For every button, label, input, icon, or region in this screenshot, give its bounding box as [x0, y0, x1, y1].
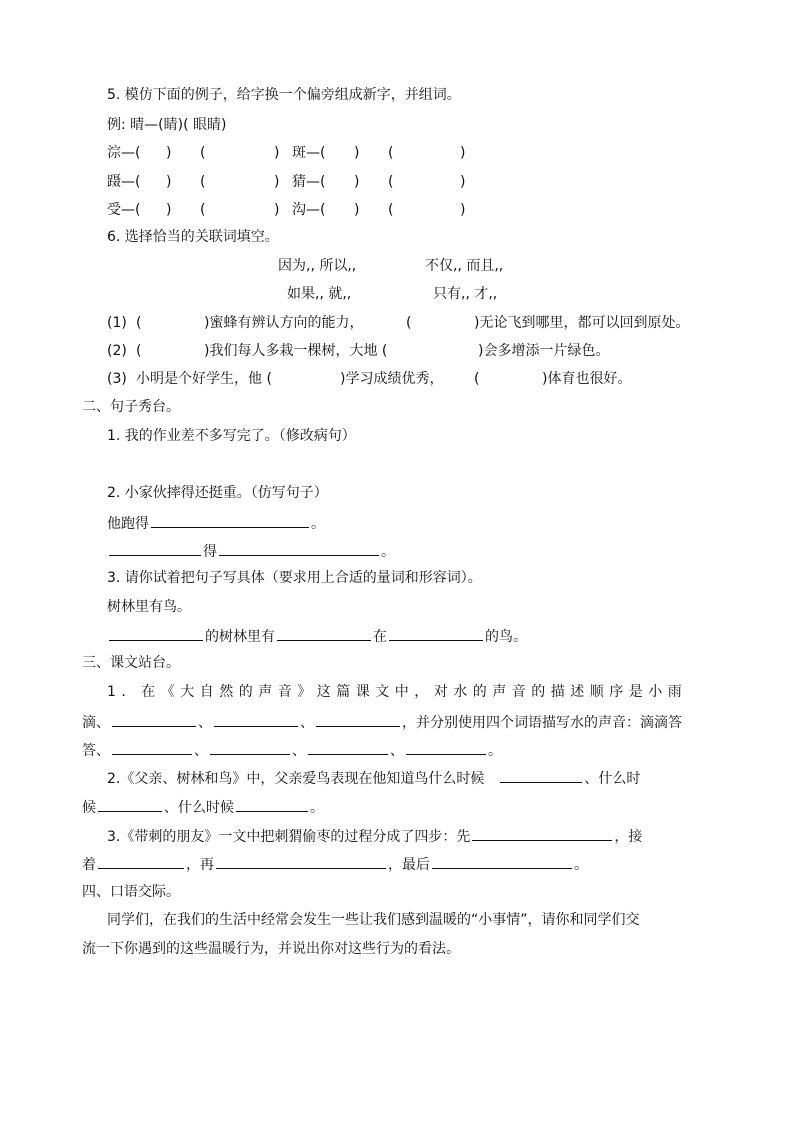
paren-open: ( — [200, 145, 206, 161]
fill-text: 着 — [82, 857, 96, 873]
answer-blank[interactable] — [277, 626, 371, 641]
s2-question-2: 2. 小家伙摔得还挺重。（仿写句子） — [107, 485, 328, 501]
q6-item-text: )学习成绩优秀， — [340, 371, 444, 387]
s3-p3-line2 — [82, 854, 588, 874]
section-3-heading: 三、课文站台。 — [82, 655, 180, 671]
answer-blank[interactable] — [308, 740, 388, 755]
fill-text: 3.《带刺的朋友》一文中把刺猬偷枣的过程分成了四步：先 — [107, 829, 471, 845]
q5-row-left: 蹑—( — [107, 174, 141, 190]
q5-example: 例: 晴—(睛)( 眼睛) — [107, 117, 227, 133]
fill-text: 的鸟。 — [485, 629, 527, 645]
fill-text: 候 — [82, 800, 96, 816]
paren-close: ) — [460, 145, 466, 161]
q6-item-text: )体育也很好。 — [542, 371, 632, 387]
s2-fill-line-1 — [107, 513, 325, 533]
s4-paragraph-line2: 流一下你遇到的这些温暖行为，并说出你对这些行为的看法。 — [82, 941, 460, 957]
s2-fill-line-2 — [107, 541, 395, 561]
answer-blank[interactable] — [500, 768, 582, 783]
q6-option: 如果,, 就,, — [287, 286, 352, 302]
q6-option: 只有,, 才,, — [433, 286, 498, 302]
s3-p1-line2 — [82, 712, 682, 732]
fill-text: 。 — [311, 516, 325, 532]
fill-text: ，并分别使用四个词语描写水的声音：滴滴答 — [402, 715, 682, 731]
paren-close: ) — [354, 174, 360, 190]
s2-fill-line-3 — [107, 626, 527, 646]
s2-original-sentence: 树林里有鸟。 — [107, 599, 191, 615]
q5-row-left: 受—( — [107, 202, 141, 218]
q6-item-text: )蜜蜂有辨认方向的能力， — [204, 315, 364, 331]
s3-p2-line2 — [82, 797, 324, 817]
s3-p1-line3 — [82, 740, 502, 760]
q6-item-number: (1) — [107, 315, 127, 331]
q6-option: 不仅,, 而且,, — [425, 258, 504, 274]
paren-close: ) — [274, 202, 280, 218]
fill-text: 。 — [574, 857, 588, 873]
fill-text: 他跑得 — [107, 516, 149, 532]
q6-title: 6. 选择恰当的关联词填空。 — [107, 229, 279, 245]
paren-open: ( — [388, 202, 394, 218]
q6-item-text: )会多增添一片绿色。 — [478, 343, 610, 359]
q6-item-number: (2) — [107, 343, 127, 359]
fill-text: 2.《父亲、树林和鸟》中，父亲爱鸟表现在他知道鸟什么时候 — [107, 771, 485, 787]
fill-text: 、什么时候 — [164, 800, 234, 816]
fill-text: 。 — [488, 743, 502, 759]
answer-blank[interactable] — [112, 712, 196, 727]
paren-close: ) — [460, 174, 466, 190]
answer-blank[interactable] — [109, 626, 203, 641]
fill-text: 滴、 — [82, 715, 110, 731]
q5-title: 5. 模仿下面的例子，给字换一个偏旁组成新字，并组词。 — [107, 87, 461, 103]
paren-open: ( — [200, 202, 206, 218]
paren-close: ) — [354, 145, 360, 161]
fill-text: ，接 — [614, 829, 643, 845]
fill-text: 答、 — [82, 743, 110, 759]
fill-text: ，最后 — [388, 857, 430, 873]
q5-row-right: 猜—( — [292, 174, 326, 190]
s2-question-1: 1. 我的作业差不多写完了。（修改病句） — [107, 428, 356, 444]
s3-p3-line1 — [107, 826, 642, 846]
q5-row-right: 沟—( — [292, 202, 326, 218]
q5-row-left: 淙—( — [107, 145, 141, 161]
s2-question-3: 3. 请你试着把句子写具体（要求用上合适的量词和形容词）。 — [107, 570, 482, 586]
paren-close: ) — [460, 202, 466, 218]
fill-text: 、 — [292, 743, 306, 759]
answer-blank[interactable] — [109, 541, 201, 556]
fill-text: 、 — [194, 743, 208, 759]
q6-item-text: 小明是个好学生，他 ( — [136, 371, 272, 387]
q5-row-right: 斑—( — [292, 145, 326, 161]
q6-item-text: ( — [136, 315, 142, 331]
fill-text: 、什么时 — [584, 771, 641, 787]
answer-blank[interactable] — [210, 740, 290, 755]
answer-blank[interactable] — [112, 740, 192, 755]
answer-blank[interactable] — [151, 513, 309, 528]
s3-p2-line1 — [107, 768, 640, 788]
s3-p1-line1: 1. 在《大自然的声音》这篇课文中，对水的声音的描述顺序是小雨 — [107, 684, 688, 700]
fill-text: 。 — [381, 544, 395, 560]
answer-blank[interactable] — [214, 712, 298, 727]
fill-text: 得 — [203, 544, 217, 560]
fill-text: 、 — [198, 715, 212, 731]
paren-close: ) — [354, 202, 360, 218]
answer-blank[interactable] — [432, 854, 572, 869]
q6-item-text: ( — [406, 315, 412, 331]
section-2-heading: 二、句子秀台。 — [82, 399, 180, 415]
answer-blank[interactable] — [219, 541, 379, 556]
q6-option: 因为,, 所以,, — [278, 258, 357, 274]
paren-close: ) — [166, 174, 172, 190]
fill-text: 的树林里有 — [205, 629, 275, 645]
answer-blank[interactable] — [216, 854, 386, 869]
paren-open: ( — [388, 174, 394, 190]
answer-blank[interactable] — [472, 826, 612, 841]
paren-open: ( — [388, 145, 394, 161]
fill-text: 在 — [373, 629, 387, 645]
answer-blank[interactable] — [236, 797, 308, 812]
fill-text: 、 — [390, 743, 404, 759]
answer-blank[interactable] — [389, 626, 483, 641]
answer-blank[interactable] — [98, 797, 162, 812]
answer-blank[interactable] — [316, 712, 400, 727]
q6-item-text: )我们每人多栽一棵树，大地 ( — [204, 343, 388, 359]
answer-blank[interactable] — [98, 854, 184, 869]
section-4-heading: 四、口语交际。 — [82, 884, 180, 900]
paren-close: ) — [166, 145, 172, 161]
q6-item-text: ( — [136, 343, 142, 359]
s4-paragraph-line1: 同学们，在我们的生活中经常会发生一些让我们感到温暖的“小事情”，请你和同学们交 — [107, 912, 640, 928]
paren-close: ) — [274, 174, 280, 190]
paren-close: ) — [274, 145, 280, 161]
fill-text: ，再 — [186, 857, 214, 873]
paren-open: ( — [200, 174, 206, 190]
q6-item-text: )无论飞到哪里，都可以回到原处。 — [474, 315, 690, 331]
paren-close: ) — [166, 202, 172, 218]
q6-item-text: ( — [474, 371, 480, 387]
answer-blank[interactable] — [406, 740, 486, 755]
fill-text: 、 — [300, 715, 314, 731]
q6-item-number: (3) — [107, 371, 127, 387]
fill-text: 。 — [310, 800, 324, 816]
